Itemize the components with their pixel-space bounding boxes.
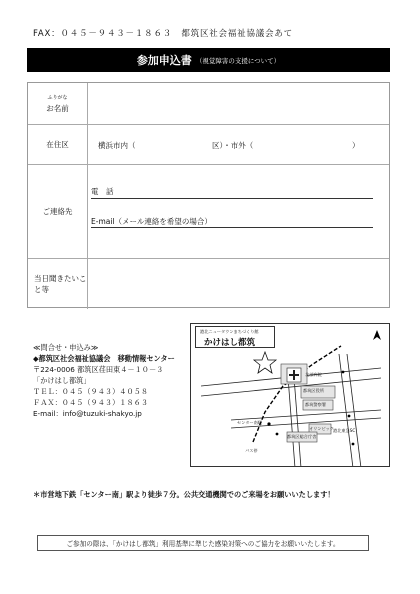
name-label: お名前: [46, 103, 69, 113]
notice-box: [37, 535, 369, 551]
question-field[interactable]: [88, 259, 389, 309]
area-label: 在住区: [46, 140, 69, 149]
form-subtitle: （視覚障害の支援について）: [195, 56, 281, 65]
tel-number: ＴＥＬ：０４５（９４３）４０５８: [33, 387, 149, 396]
map-label-bus: バス停: [245, 448, 258, 453]
question-row: [28, 259, 389, 309]
contact-info: [33, 342, 175, 419]
contact-label-cell: [28, 165, 88, 258]
map-label-assembly: 都筑区総合庁舎: [287, 434, 317, 439]
tel-label: 電 話: [91, 187, 114, 196]
area-close-text: ）: [352, 141, 360, 150]
form-title: 参加申込書: [136, 54, 192, 67]
email-label: E-mail（メール連絡を希望の場合）: [91, 217, 212, 226]
furigana-label: ふりがな: [47, 94, 68, 101]
form-title-bar: [27, 48, 390, 72]
access-note: ＊市営地下鉄「センター南」駅より徒歩７分。公共交通機関でのご来場をお願いいたします！: [33, 490, 335, 499]
address: 〒224-0006 都筑区荏田東４－１０－３: [33, 365, 164, 374]
map-title: かけはし都筑: [204, 338, 256, 348]
email-address: E-mail：info@tuzuki-shakyo.jp: [33, 409, 142, 418]
location-star-icon: [254, 352, 276, 373]
north-arrow-icon: [373, 330, 381, 340]
area-city-text: 横浜市内（: [98, 141, 136, 150]
contact-row: [28, 165, 389, 259]
contact-fields: [88, 165, 389, 258]
name-field[interactable]: [88, 83, 389, 124]
map-title-box: [195, 326, 275, 348]
question-label-cell: [28, 259, 88, 309]
contact-heading: ≪問合せ・申込み≫: [33, 343, 99, 352]
area-label-cell: [28, 125, 88, 164]
contact-label: ご連絡先: [42, 207, 73, 216]
area-field[interactable]: [88, 125, 389, 164]
map-label-ward-office: 都筑区役所: [303, 388, 324, 393]
tel-field[interactable]: [91, 198, 373, 199]
fax-number: ＦＡＸ：０４５（９４３）１８６３: [33, 398, 149, 407]
building-name: 「かけはし都筑」: [33, 376, 91, 385]
fax-header: FAX：０４５－９４３－１８６３ 都筑区社会福祉協議会あて: [33, 29, 293, 39]
question-label: 当日聞きたいこと等: [34, 274, 87, 294]
name-row: [28, 83, 389, 125]
notice-text: ご参加の際は、「かけはし都筑」利用基準に準じた感染対策へのご協力をお願いいたします。: [66, 540, 340, 548]
map-label-sc: 港北東急SC: [333, 428, 356, 433]
map-label-olympic: オリンピック: [309, 426, 334, 431]
hospital-icon: [287, 368, 301, 382]
area-ward-text: 区）・市外（: [212, 141, 254, 150]
access-map: [190, 323, 390, 467]
area-row: [28, 125, 389, 165]
map-title-small: 港北ニュータウンまちづくり館: [200, 329, 259, 334]
name-label-cell: [28, 83, 88, 124]
map-label-police: 都筑警察署: [305, 402, 326, 407]
email-field[interactable]: [91, 227, 373, 228]
org-name: ◆都筑区社会福祉協議会 移動情報センター: [33, 354, 175, 363]
map-label-station: センター南駅: [237, 420, 262, 425]
map-label-clinic: 北部病院: [305, 372, 322, 377]
application-form: [27, 82, 390, 308]
